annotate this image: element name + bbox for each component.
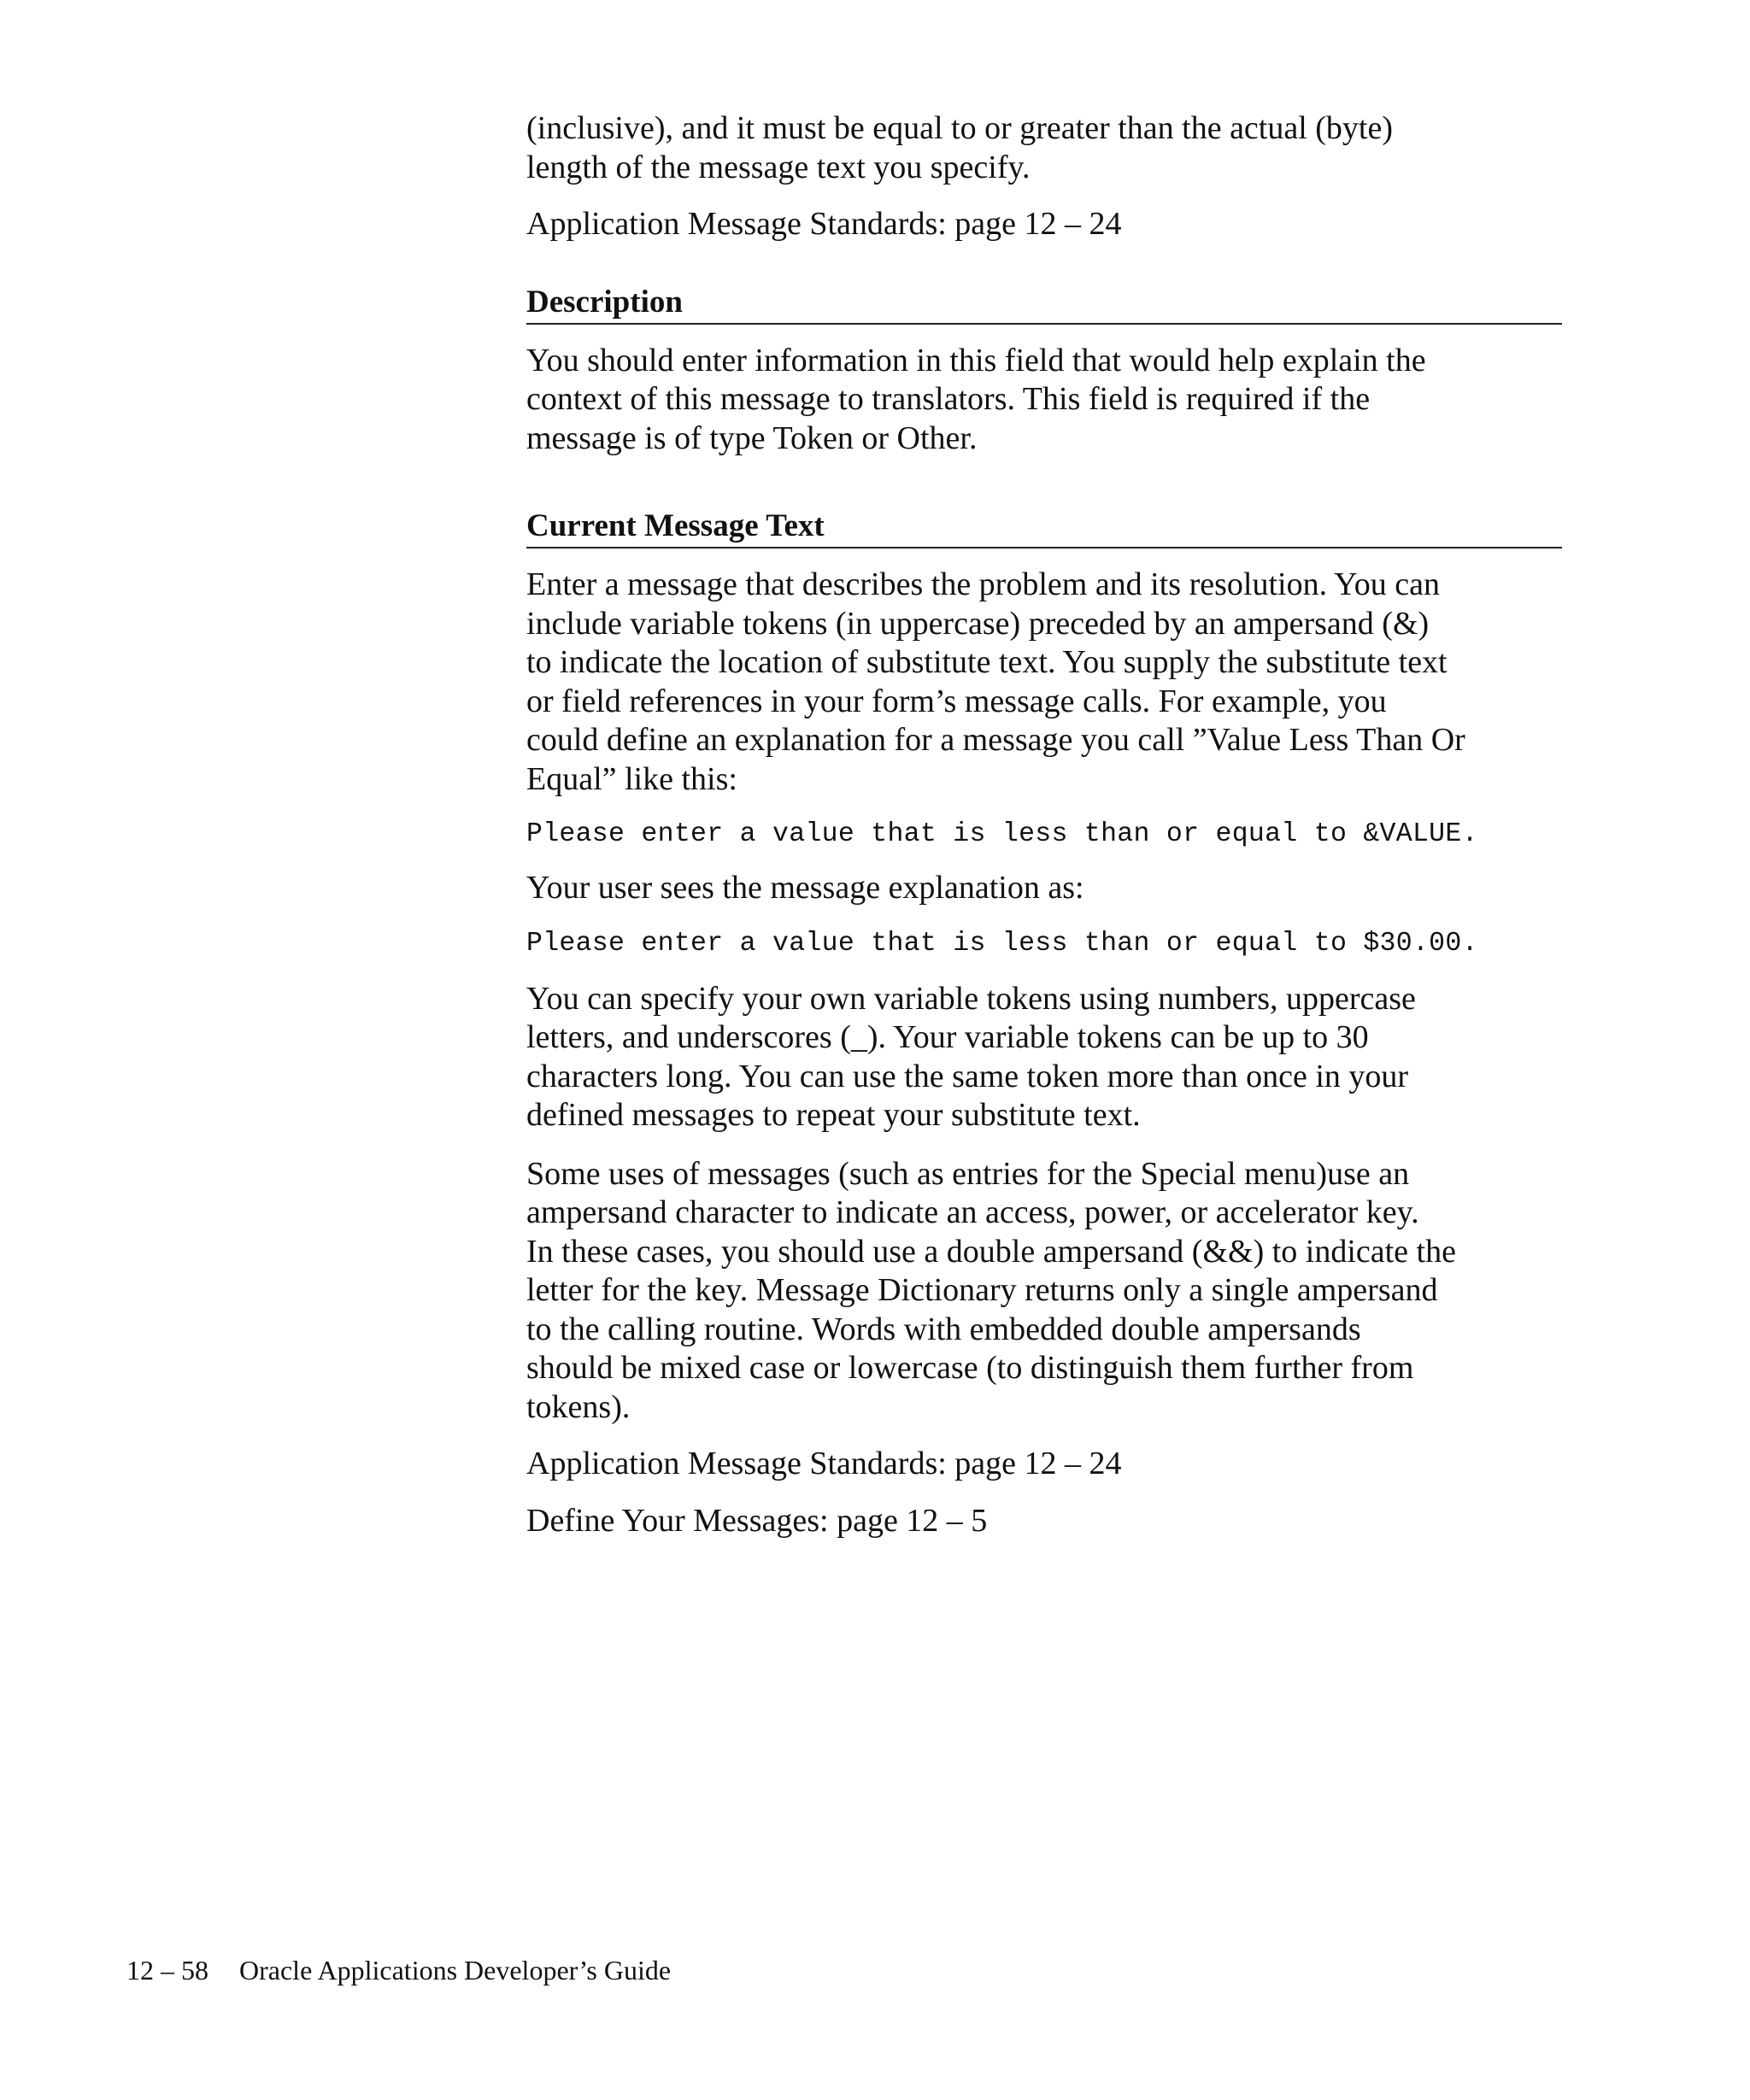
description-heading: Description bbox=[526, 284, 1562, 325]
code-example-output: Please enter a value that is less than or equal to $30.00. bbox=[526, 928, 1478, 959]
ampersand-line: Some uses of messages (such as entries for the Special menu)use an bbox=[526, 1155, 1410, 1192]
message-intro-paragraph bbox=[526, 566, 1562, 799]
current-message-text-heading: Current Message Text bbox=[526, 507, 1562, 548]
variable-tokens-line: defined messages to repeat your substitute text. bbox=[526, 1097, 1141, 1133]
ampersand-line: to the calling routine. Words with embedded double ampersands bbox=[526, 1311, 1361, 1347]
document-body bbox=[526, 109, 1562, 1540]
page-footer bbox=[126, 1954, 671, 1986]
message-intro-line: Enter a message that describes the problem and its resolution. You can bbox=[526, 566, 1441, 602]
ampersand-line: letter for the key. Message Dictionary returns only a single ampersand bbox=[526, 1272, 1438, 1308]
message-intro-line: or field references in your form’s message calls. For example, you bbox=[526, 683, 1387, 719]
description-paragraph bbox=[526, 342, 1562, 459]
ampersand-line: should be mixed case or lowercase (to distinguish them further from bbox=[526, 1350, 1414, 1386]
intro-reference: Application Message Standards: page 12 – 24 bbox=[526, 206, 1122, 242]
ampersand-paragraph bbox=[526, 1155, 1562, 1428]
intro-paragraph bbox=[526, 109, 1562, 187]
ampersand-line: In these cases, you should use a double ampersand (&&) to indicate the bbox=[526, 1233, 1456, 1270]
page-number: 12 – 58 bbox=[126, 1955, 208, 1986]
description-line: You should enter information in this field that would help explain the bbox=[526, 342, 1426, 378]
description-line: context of this message to translators. This field is required if the bbox=[526, 381, 1371, 417]
intro-line: length of the message text you specify. bbox=[526, 149, 1031, 185]
variable-tokens-line: letters, and underscores (_). Your variable tokens can be up to 30 bbox=[526, 1019, 1369, 1055]
intro-line: (inclusive), and it must be equal to or greater than the actual (byte) bbox=[526, 110, 1394, 146]
user-sees-paragraph: Your user sees the message explanation as: bbox=[526, 870, 1084, 906]
ampersand-line: ampersand character to indicate an access, power, or accelerator key. bbox=[526, 1194, 1419, 1230]
variable-tokens-paragraph bbox=[526, 980, 1562, 1135]
variable-tokens-line: characters long. You can use the same token more than once in your bbox=[526, 1058, 1409, 1094]
description-line: message is of type Token or Other. bbox=[526, 419, 978, 456]
message-intro-line: Equal” like this: bbox=[526, 760, 737, 797]
book-title: Oracle Applications Developer’s Guide bbox=[239, 1955, 672, 1986]
ampersand-line: tokens). bbox=[526, 1388, 631, 1425]
variable-tokens-line: You can specify your own variable tokens using numbers, uppercase bbox=[526, 980, 1416, 1017]
define-messages-reference: Define Your Messages: page 12 – 5 bbox=[526, 1502, 988, 1539]
message-intro-line: to indicate the location of substitute text. You supply the substitute text bbox=[526, 644, 1448, 680]
message-standards-reference: Application Message Standards: page 12 – 24 bbox=[526, 1446, 1122, 1481]
code-example-token: Please enter a value that is less than or equal to &VALUE. bbox=[526, 819, 1478, 849]
message-intro-line: include variable tokens (in uppercase) preceded by an ampersand (&) bbox=[526, 605, 1430, 642]
message-intro-line: could define an explanation for a message you call ”Value Less Than Or bbox=[526, 722, 1465, 758]
